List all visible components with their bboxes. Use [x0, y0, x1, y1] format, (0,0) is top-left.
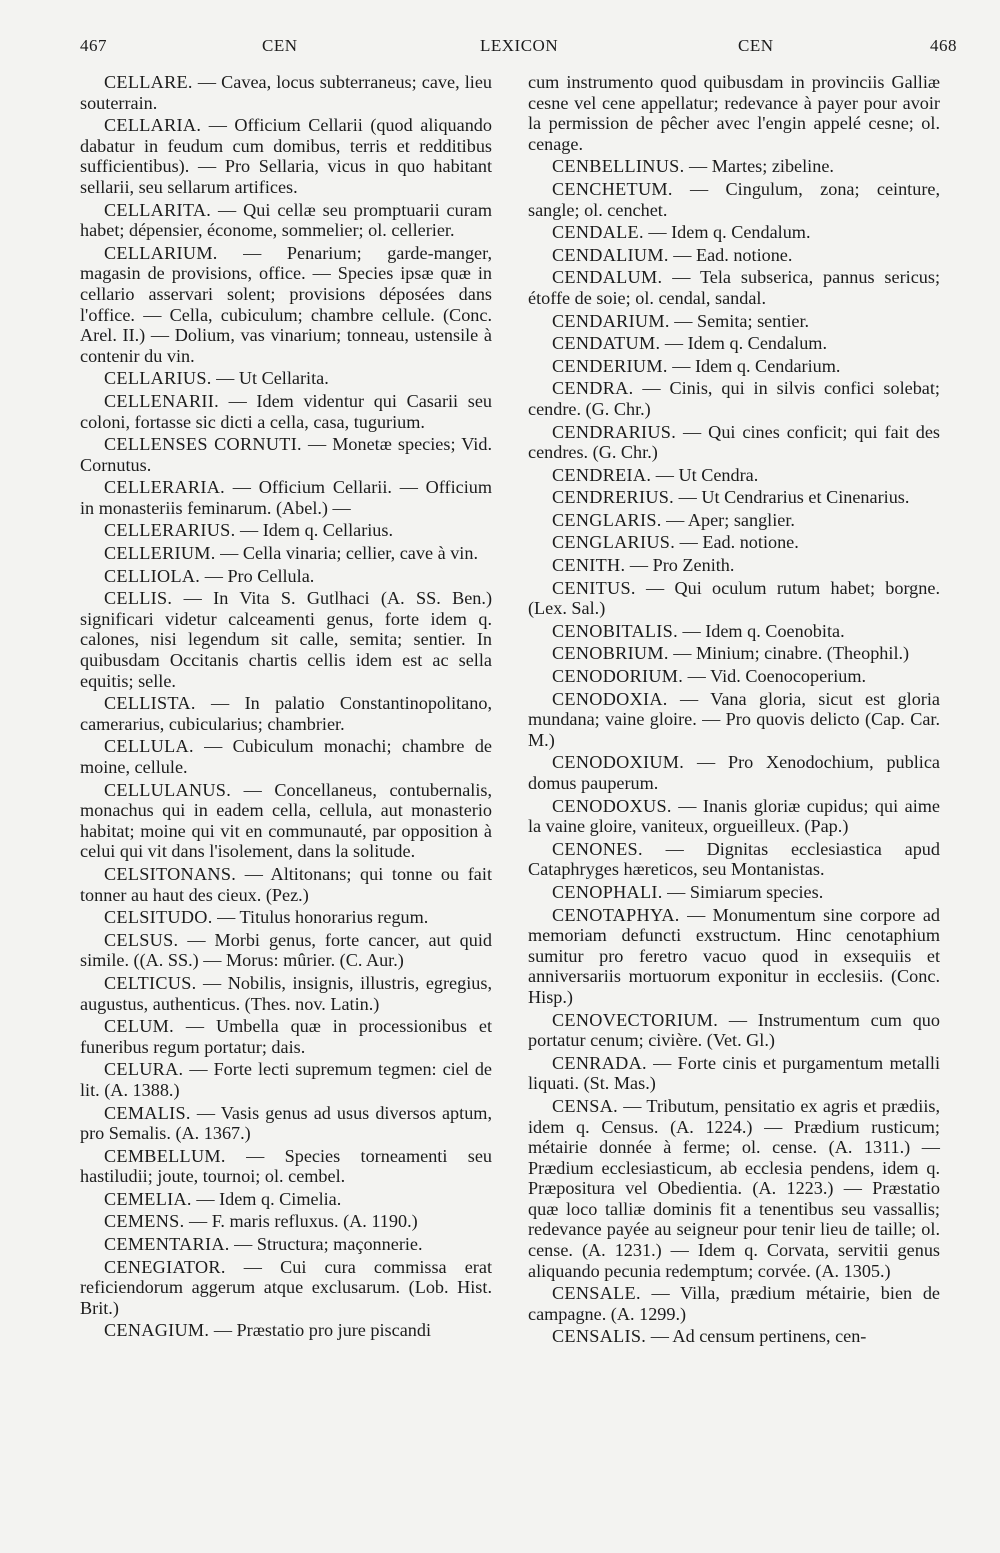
entry-headword: CENCHETUM.	[552, 178, 673, 199]
dictionary-entry	[80, 520, 492, 541]
entry-headword: CELSITUDO.	[104, 907, 213, 928]
entry-definition: — Structura; maçonnerie.	[229, 1234, 423, 1255]
entry-headword: CENDALIUM.	[552, 244, 669, 265]
dictionary-entry	[80, 973, 492, 1014]
entry-definition: — Semita; sentier.	[669, 310, 810, 331]
entry-headword: CELLIS.	[104, 588, 173, 609]
dictionary-entry	[528, 621, 940, 642]
entry-definition: — Monetæ species; Vid. Cornutus.	[80, 434, 492, 475]
dictionary-entry	[80, 1257, 492, 1319]
entry-definition: — Qui cellæ seu promptuarii curam habet; dépensier, économe, sommelier; ol. cellerier.	[80, 199, 492, 241]
entry-definition: — Pro Zenith.	[625, 555, 735, 576]
entry-definition: — Martes; zibeline.	[684, 156, 834, 177]
entry-headword: CELLERIUM.	[104, 543, 216, 564]
entry-headword: CENITUS.	[552, 577, 636, 598]
entry-headword: CENOVECTORIUM.	[552, 1009, 719, 1030]
dictionary-entry	[528, 555, 940, 576]
entry-definition: — Umbella quæ in processionibus et funeribus regum portatur; dais.	[80, 1016, 492, 1057]
dictionary-entry	[528, 905, 940, 1008]
entry-headword: CELLARIA.	[104, 115, 202, 136]
dictionary-entry	[80, 1189, 492, 1210]
entry-headword: CELLISTA.	[104, 693, 196, 714]
entry-definition: — Vid. Coenocoperium.	[683, 666, 867, 687]
entry-headword: CENOBITALIS.	[552, 620, 678, 641]
entry-definition: — Ut Cellarita.	[211, 368, 329, 389]
entry-definition: — Ead. notione.	[668, 244, 793, 265]
entry-definition: — Simiarum species.	[662, 881, 824, 902]
dictionary-entry	[528, 487, 940, 508]
dictionary-entry	[528, 422, 940, 463]
dictionary-entry	[528, 578, 940, 619]
dictionary-entry	[80, 200, 492, 241]
dictionary-entry	[528, 666, 940, 687]
entry-definition: — Cella vinaria; cellier, cave à vin.	[215, 543, 478, 564]
entry-definition: — Nobilis, insignis, illustris, egregius, augustus, authenticus. (Thes. nov. Latin.)	[80, 972, 492, 1014]
right-guide-word: CEN	[738, 36, 774, 55]
dictionary-entry	[528, 882, 940, 903]
entry-headword: CENSA.	[552, 1095, 618, 1116]
entry-definition: — Idem q. Cendarium.	[667, 355, 841, 376]
entry-definition: — Monumentum sine corpore ad memoriam defuncti exstructum. Hinc cenotaphium sumitur pro feretro vacuo quod in exsequiis et anniversariis mortuorum exponitur in ecclesiis. (Conc. Hisp.)	[528, 904, 940, 1007]
dictionary-entry	[80, 864, 492, 905]
entry-definition: — Idem q. Coenobita.	[677, 620, 845, 641]
entry-definition: — Villa, prædium métairie, bien de campagne. (A. 1299.)	[528, 1283, 940, 1324]
entry-definition: — Idem q. Cimelia.	[191, 1188, 342, 1209]
entry-headword: CENSALE.	[552, 1283, 641, 1304]
dictionary-entry	[528, 179, 940, 220]
entry-headword: CENDRARIUS.	[552, 421, 677, 442]
entry-definition: — Ut Cendra.	[651, 464, 759, 485]
entry-definition: — Minium; cinabre. (Theophil.)	[668, 643, 910, 664]
dictionary-entry	[80, 780, 492, 862]
entry-headword: CENGLARIUS.	[552, 532, 676, 553]
entry-definition: — Altitonans; qui tonne ou fait tonner au haut des cieux. (Pez.)	[80, 863, 492, 905]
dictionary-entry	[528, 465, 940, 486]
entry-headword: CENDARIUM.	[552, 310, 670, 331]
entry-definition: — Instrumentum cum quo portatur cenum; civière. (Vet. Gl.)	[528, 1009, 940, 1051]
dictionary-entry	[528, 796, 940, 837]
entry-headword: CEMBELLUM.	[104, 1145, 226, 1166]
entry-definition: — Pro Xenodochium, publica domus pauperum.	[528, 752, 940, 793]
entry-definition: — Officium Cellarii. — Officium in monasteriis feminarum. (Abel.) —	[80, 477, 492, 518]
entry-headword: CENDRA.	[552, 378, 634, 399]
entry-headword: CENOBRIUM.	[552, 643, 669, 664]
entry-headword: CENSALIS.	[552, 1326, 647, 1347]
dictionary-entry	[80, 736, 492, 777]
entry-headword: CENITH.	[552, 555, 626, 576]
entry-headword: CELLIOLA.	[104, 565, 201, 586]
dictionary-entry	[80, 72, 492, 113]
entry-headword: CENODOXUS.	[552, 795, 672, 816]
entry-definition: — Forte lecti supremum tegmen: ciel de lit. (A. 1388.)	[80, 1059, 492, 1100]
entry-definition: — Idem videntur qui Casarii seu coloni, fortasse sic dicti a cella, casa, tugurium.	[80, 390, 492, 432]
dictionary-entry	[80, 543, 492, 564]
entry-definition: — Cinis, qui in silvis confici solebat; cendre. (G. Chr.)	[528, 378, 940, 419]
entry-definition: — Idem q. Cendalum.	[643, 222, 811, 243]
entry-definition: — Pro Cellula.	[200, 565, 315, 586]
dictionary-entry	[80, 115, 492, 197]
entry-definition: — Concellaneus, contubernalis, monachus qui in eadem cella, cellula, aut monasterio habitat; moine qui vit en communauté, par opposition à celui qui vit dans l'isolement, dans la solitude.	[80, 779, 492, 862]
dictionary-entry	[528, 689, 940, 751]
dictionary-entry	[528, 1010, 940, 1051]
entry-headword: CEMALIS.	[104, 1102, 191, 1123]
entry-definition: — Ead. notione.	[675, 532, 799, 553]
dictionary-entry	[80, 434, 492, 475]
dictionary-entry	[528, 1096, 940, 1281]
entry-headword: CENDRERIUS.	[552, 487, 675, 508]
entry-headword: CELTICUS.	[104, 972, 197, 993]
entry-headword: CENDALUM.	[552, 267, 663, 288]
entry-headword: CENEGIATOR.	[104, 1256, 226, 1277]
entry-definition: — In palatio Constantinopolitano, camerarius, cubicularius; chambrier.	[80, 693, 492, 734]
entry-definition: — Cui cura commissa erat reficiendorum aggerum atque exclusarum. (Lob. Hist. Brit.)	[80, 1256, 492, 1318]
entry-definition: — F. maris refluxus. (A. 1190.)	[184, 1211, 418, 1232]
dictionary-entry	[528, 1053, 940, 1094]
entry-definition: — Tela subserica, pannus sericus; étoffe de soie; ol. cendal, sandal.	[528, 267, 940, 308]
dictionary-entry	[80, 566, 492, 587]
dictionary-entry	[528, 1326, 940, 1347]
entry-headword: CELSUS.	[104, 929, 179, 950]
entry-definition: cum instrumento quod quibusdam in provinciis Galliæ cesne vel cene appellatur; redevance à payer pour avoir la permission de pêcher avec l'engin appelé cesne; ol. cenage.	[528, 72, 940, 154]
entry-definition: — Cubiculum monachi; chambre de moine, cellule.	[80, 736, 492, 777]
entry-definition: — Titulus honorarius regum.	[212, 907, 429, 928]
dictionary-entry	[80, 1234, 492, 1255]
entry-headword: CENAGIUM.	[104, 1320, 210, 1341]
dictionary-entry	[528, 839, 940, 880]
entry-headword: CENODORIUM.	[552, 666, 684, 687]
entry-headword: CEMENS.	[104, 1211, 185, 1232]
entry-definition: — Penarium; garde-manger, magasin de provisions, office. — Species ipsæ quæ in cellario asservari solent; provisions déposées dans l'office. — Cella, cubiculum; chambre cellule. (Conc. Arel. II.) — Dolium, vas vinarium; tonneau, ustensile à contenir du vin.	[80, 242, 492, 366]
dictionary-entry	[80, 930, 492, 971]
dictionary-entry	[80, 1016, 492, 1057]
entry-headword: CENDREIA.	[552, 464, 652, 485]
dictionary-entry	[80, 1059, 492, 1100]
entry-headword: CELLARITA.	[104, 199, 212, 220]
entry-headword: CENONES.	[552, 838, 643, 859]
entry-headword: CELLARE.	[104, 72, 193, 92]
entry-headword: CELSITONANS.	[104, 863, 237, 884]
entry-headword: CELUM.	[104, 1016, 175, 1037]
dictionary-entry	[528, 156, 940, 177]
entry-headword: CENBELLINUS.	[552, 156, 685, 177]
dictionary-entry	[80, 368, 492, 389]
entry-definition: — Aper; sanglier.	[661, 509, 795, 530]
entry-headword: CELLULA.	[104, 736, 194, 757]
dictionary-entry	[80, 907, 492, 928]
dictionary-entry	[80, 588, 492, 691]
left-guide-word: CEN	[262, 36, 298, 55]
dictionary-entry	[528, 356, 940, 377]
entry-headword: CELLENARII.	[104, 390, 219, 411]
dictionary-entry	[528, 72, 940, 154]
entry-headword: CELLARIUM.	[104, 242, 218, 263]
entry-definition: — Ad censum pertinens, cen-	[646, 1326, 867, 1347]
dictionary-entry	[80, 1103, 492, 1144]
entry-definition: — Forte cinis et purgamentum metalli liquati. (St. Mas.)	[528, 1052, 940, 1094]
entry-definition: — Tributum, pensitatio ex agris et prædiis, idem q. Census. (A. 1224.) — Prædium rusticum; métairie donnée à ferme; ol. cense. (A. 1311.) — Prædium ecclesiasticum, ab ecclesia pendens, idem q. Præpositura vel Obedientia. (A. 1223.) — Præstatio quæ loco talliæ dominis fit a tenentibus seu vassallis; redevance payée au seigneur pour tenir lieu de taille; ol. cense. (A. 1231.) — Idem q. Corvata, servitii genus aliquando pecunia redemptum; corvée. (A. 1305.)	[528, 1095, 940, 1281]
dictionary-entry	[528, 752, 940, 793]
entry-definition: — Ut Cendrarius et Cinenarius.	[674, 487, 910, 508]
entry-definition: — Idem q. Cendalum.	[660, 333, 827, 354]
dictionary-entry	[528, 643, 940, 664]
entry-definition: — Vasis genus ad usus diversos aptum, pro Semalis. (A. 1367.)	[80, 1102, 492, 1144]
left-page-number: 467	[80, 36, 107, 55]
entry-headword: CELURA.	[104, 1059, 184, 1080]
entry-definition: — Qui cines conficit; qui fait des cendres. (G. Chr.)	[528, 421, 940, 463]
dictionary-entry	[528, 378, 940, 419]
left-column	[80, 72, 492, 1343]
entry-definition: — Vana gloria, sicut est gloria mundana; vaine gloire. — Pro quovis delicto (Cap. Car. M.)	[528, 688, 940, 750]
entry-definition: — Dignitas ecclesiastica apud Cataphryges hæreticos, seu Montanistas.	[528, 838, 940, 880]
entry-headword: CEMENTARIA.	[104, 1234, 230, 1255]
dictionary-entry	[528, 1283, 940, 1324]
entry-headword: CELLERARIA.	[104, 477, 226, 498]
entry-definition: — Qui oculum rutum habet; borgne. (Lex. Sal.)	[528, 577, 940, 619]
entry-headword: CELLERARIUS.	[104, 520, 236, 541]
running-header	[80, 36, 960, 66]
entry-headword: CENDERIUM.	[552, 355, 668, 376]
entry-headword: CENDALE.	[552, 222, 644, 243]
entry-definition: — Cingulum, zona; ceinture, sangle; ol. cenchet.	[528, 178, 940, 220]
entry-definition: — Cavea, locus subterraneus; cave, lieu souterrain.	[80, 72, 492, 113]
dictionary-entry	[528, 267, 940, 308]
dictionary-entry	[528, 245, 940, 266]
entry-headword: CENDATUM.	[552, 333, 661, 354]
dictionary-entry	[80, 693, 492, 734]
dictionary-entry	[80, 391, 492, 432]
dictionary-entry	[528, 532, 940, 553]
entry-headword: CENODOXIA.	[552, 688, 668, 709]
entry-headword: CELLENSES CORNUTI.	[104, 434, 302, 455]
entry-headword: CELLULANUS.	[104, 779, 232, 800]
entry-headword: CENRADA.	[552, 1052, 647, 1073]
dictionary-entry	[80, 477, 492, 518]
dictionary-entry	[80, 1146, 492, 1187]
right-page-number: 468	[930, 36, 957, 55]
entry-headword: CENOPHALI.	[552, 881, 663, 902]
right-column	[528, 72, 940, 1349]
entry-definition: — Idem q. Cellarius.	[235, 520, 394, 541]
running-title: LEXICON	[480, 36, 559, 55]
dictionary-entry	[80, 1320, 492, 1341]
entry-headword: CENGLARIS.	[552, 509, 662, 530]
entry-definition: — Præstatio pro jure piscandi	[209, 1320, 432, 1341]
entry-definition: — Officium Cellarii (quod aliquando dabatur in feudum cum domibus, terris et redditibus sufficientibus). — Pro Sellaria, vicus in quo habitant sellarii, seu sellarum artifices.	[80, 115, 492, 197]
entry-definition: — Inanis gloriæ cupidus; qui aime la vaine gloire, vaniteux, orgueilleux. (Pap.)	[528, 795, 940, 837]
entry-headword: CEMELIA.	[104, 1188, 192, 1209]
dictionary-entry	[80, 243, 492, 367]
entry-definition: — Morbi genus, forte cancer, aut quid simile. ((A. SS.) — Morus: mûrier. (C. Aur.)	[80, 929, 492, 971]
entry-definition: — Species torneamenti seu hastiludii; joute, tournoi; ol. cembel.	[80, 1145, 492, 1187]
entry-headword: CELLARIUS.	[104, 368, 212, 389]
entry-headword: CENODOXIUM.	[552, 752, 685, 773]
dictionary-entry	[528, 311, 940, 332]
entry-definition: — In Vita S. Gutlhaci (A. SS. Ben.) significari videtur calceamenti genus, forte idem q. calones, nisi legendum sit calle, semita; sentier. In quibusdam Occitanis chartis cellis idem est ac sella equitis; selle.	[80, 588, 492, 691]
dictionary-entry	[528, 333, 940, 354]
dictionary-entry	[528, 510, 940, 531]
dictionary-entry	[80, 1211, 492, 1232]
dictionary-entry	[528, 222, 940, 243]
entry-headword: CENOTAPHYA.	[552, 904, 680, 925]
